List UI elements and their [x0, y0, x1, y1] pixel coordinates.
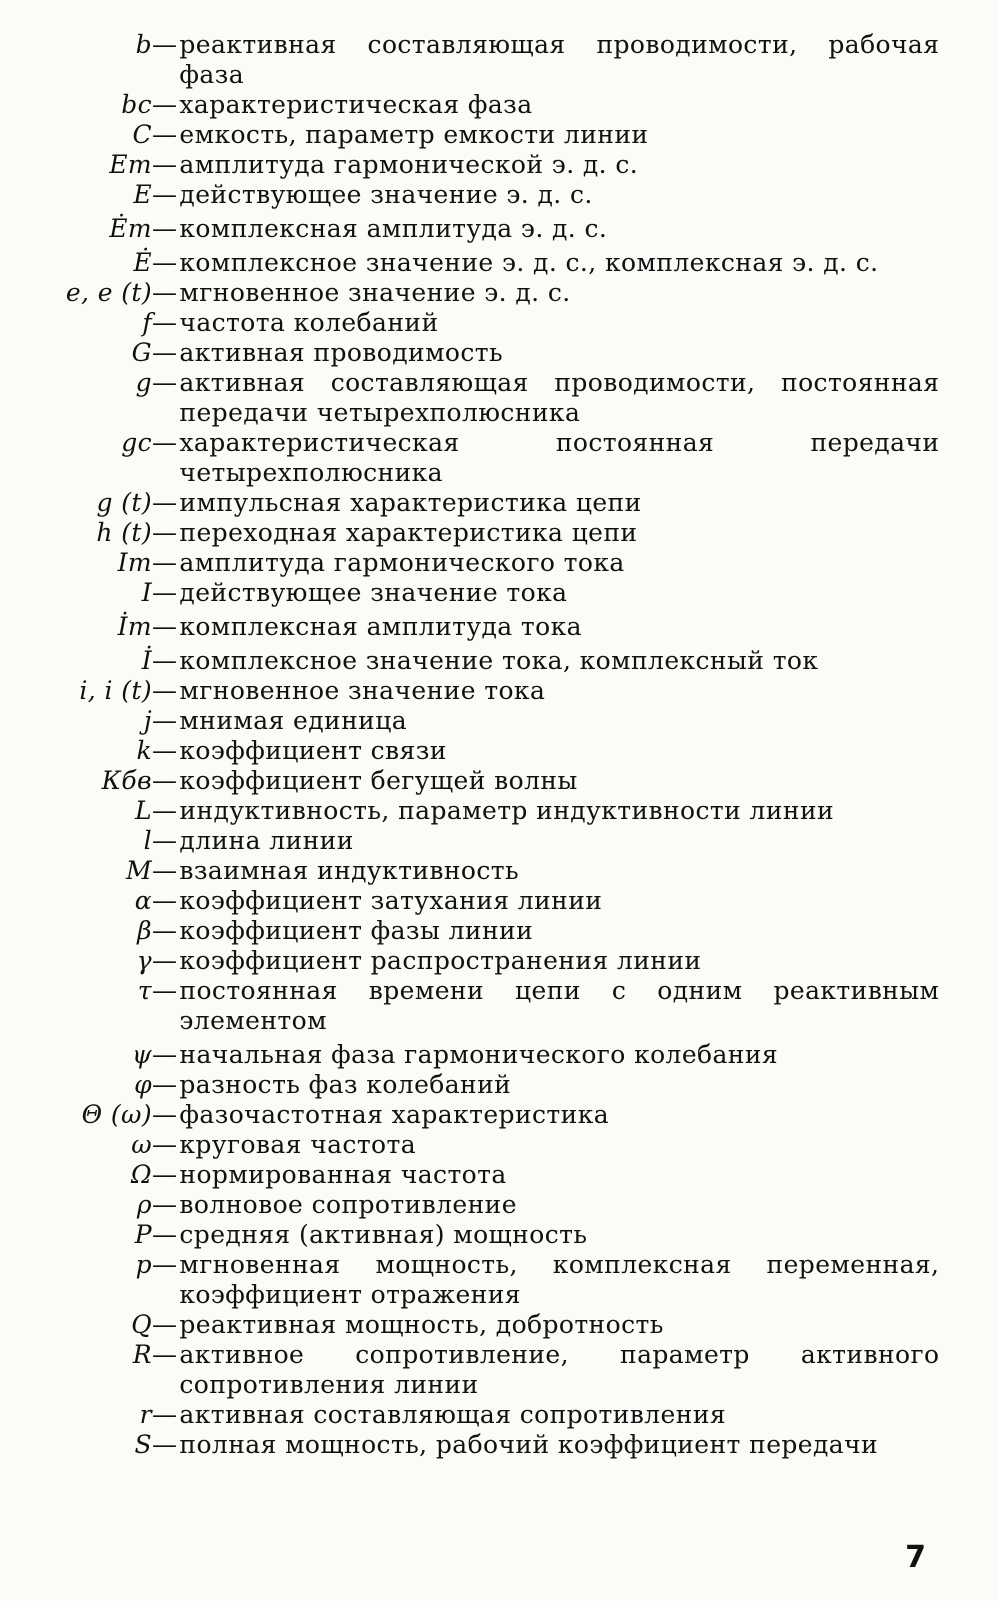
notation-definition: реактивная мощность, добротность: [179, 1310, 664, 1339]
notation-entry: [0, 676, 998, 706]
notation-entry: [0, 1160, 998, 1190]
notation-definition: коэффициент фазы линии: [179, 916, 534, 945]
notation-entry: [0, 826, 998, 856]
notation-entry: [0, 886, 998, 916]
notation-entry: [0, 706, 998, 736]
notation-definition: нормированная частота: [179, 1160, 507, 1189]
notation-symbol: Ė: [133, 248, 152, 277]
notation-entry: [0, 1190, 998, 1220]
notation-definition: длина линии: [179, 826, 354, 855]
notation-symbol: R: [132, 1340, 152, 1369]
notation-entry: [0, 736, 998, 766]
dash-separator: —: [152, 368, 178, 397]
notation-definition: емкость, параметр емкости линии: [179, 120, 649, 149]
notation-entry: [0, 766, 998, 796]
notation-symbol: β: [137, 916, 152, 945]
dash-separator: —: [152, 1340, 178, 1369]
dash-separator: —: [152, 766, 178, 795]
notation-symbol: L: [134, 796, 152, 825]
notation-definition: активное сопротивление, параметр активного сопротивления линии: [179, 1340, 940, 1399]
notation-symbol: Θ (ω): [81, 1100, 152, 1129]
notation-symbol: Q: [131, 1310, 152, 1339]
notation-symbol: h (t): [96, 518, 152, 547]
notation-entry: [0, 578, 998, 608]
dash-separator: —: [152, 886, 178, 915]
notation-definition: реактивная составляющая проводимости, рабочая фаза: [179, 30, 940, 89]
dash-separator: —: [152, 338, 178, 367]
notation-symbol: e, e (t): [65, 278, 152, 307]
notation-symbol: g (t): [96, 488, 152, 517]
notation-symbol: ρ: [136, 1190, 152, 1219]
notation-definition: амплитуда гармонического тока: [179, 548, 625, 577]
notation-symbol: τ: [137, 976, 152, 1005]
notation-entry: [0, 428, 998, 488]
notation-definition: комплексное значение тока, комплексный ток: [179, 646, 819, 675]
notation-symbol: p: [135, 1250, 152, 1279]
notation-definition: мгновенная мощность, комплексная переменная, коэффициент отражения: [179, 1250, 940, 1309]
notation-symbol: k: [136, 736, 152, 765]
dash-separator: —: [152, 1430, 178, 1459]
notation-symbol: ω: [131, 1130, 152, 1159]
dash-separator: —: [152, 1130, 178, 1159]
notation-definition: характеристическая постоянная передачи четырехполюсника: [179, 428, 940, 487]
dash-separator: —: [152, 976, 178, 1005]
dash-separator: —: [152, 214, 178, 243]
notation-list: [0, 30, 998, 1460]
notation-definition: коэффициент затухания линии: [179, 886, 603, 915]
notation-definition: амплитуда гармонической э. д. с.: [179, 150, 639, 179]
notation-definition: комплексная амплитуда тока: [179, 612, 582, 641]
dash-separator: —: [152, 180, 178, 209]
notation-symbol: İ: [141, 646, 152, 675]
notation-symbol: C: [132, 120, 152, 149]
dash-separator: —: [152, 120, 178, 149]
notation-entry: [0, 1130, 998, 1160]
dash-separator: —: [152, 856, 178, 885]
notation-symbol: S: [134, 1430, 152, 1459]
notation-definition: комплексная амплитуда э. д. с.: [179, 214, 608, 243]
dash-separator: —: [152, 518, 178, 547]
dash-separator: —: [152, 488, 178, 517]
notation-entry: [0, 120, 998, 150]
notation-entry: [0, 248, 998, 278]
dash-separator: —: [152, 90, 178, 119]
notation-symbol: j: [143, 706, 152, 735]
dash-separator: —: [152, 278, 178, 307]
notation-entry: [0, 856, 998, 886]
notation-symbol: bс: [121, 90, 152, 119]
notation-entry: [0, 308, 998, 338]
dash-separator: —: [152, 736, 178, 765]
dash-separator: —: [152, 30, 178, 59]
notation-definition: средняя (активная) мощность: [179, 1220, 588, 1249]
notation-entry: [0, 612, 998, 642]
notation-entry: [0, 30, 998, 90]
notation-symbol: g: [135, 368, 152, 397]
notation-definition: полная мощность, рабочий коэффициент передачи: [179, 1430, 879, 1459]
notation-definition: комплексное значение э. д. с., комплексная э. д. с.: [179, 248, 879, 277]
notation-definition: коэффициент бегущей волны: [179, 766, 578, 795]
notation-entry: [0, 1220, 998, 1250]
notation-symbol: φ: [134, 1070, 152, 1099]
dash-separator: —: [152, 1220, 178, 1249]
notation-symbol: M: [126, 856, 152, 885]
dash-separator: —: [152, 248, 178, 277]
notation-definition: разность фаз колебаний: [179, 1070, 512, 1099]
notation-definition: мгновенное значение тока: [179, 676, 546, 705]
notation-definition: мнимая единица: [179, 706, 408, 735]
notation-definition: начальная фаза гармонического колебания: [179, 1040, 779, 1069]
notation-definition: коэффициент связи: [179, 736, 447, 765]
notation-symbol: ψ: [131, 1040, 152, 1069]
notation-entry: [0, 1310, 998, 1340]
notation-entry: [0, 488, 998, 518]
notation-symbol: G: [131, 338, 152, 367]
notation-symbol: α: [134, 886, 152, 915]
notation-entry: [0, 1250, 998, 1310]
dash-separator: —: [152, 548, 178, 577]
notation-definition: постоянная времени цепи с одним реактивным элементом: [179, 976, 940, 1035]
notation-entry: [0, 214, 998, 244]
dash-separator: —: [152, 308, 178, 337]
dash-separator: —: [152, 578, 178, 607]
dash-separator: —: [152, 1160, 178, 1189]
dash-separator: —: [152, 1250, 178, 1279]
notation-definition: фазочастотная характеристика: [179, 1100, 610, 1129]
notation-symbol: Em: [109, 150, 152, 179]
notation-entry: [0, 90, 998, 120]
notation-symbol: i, i (t): [79, 676, 152, 705]
notation-symbol: İm: [117, 612, 152, 641]
notation-definition: мгновенное значение э. д. с.: [179, 278, 571, 307]
notation-entry: [0, 1070, 998, 1100]
notation-entry: [0, 1040, 998, 1070]
notation-definition: действующее значение э. д. с.: [179, 180, 593, 209]
notation-entry: [0, 518, 998, 548]
notation-definition: активная составляющая сопротивления: [179, 1400, 727, 1429]
notation-symbol: l: [143, 826, 152, 855]
notation-definition: действующее значение тока: [179, 578, 568, 607]
dash-separator: —: [152, 428, 178, 457]
notation-symbol: P: [134, 1220, 152, 1249]
dash-separator: —: [152, 796, 178, 825]
notation-definition: частота колебаний: [179, 308, 439, 337]
notation-definition: коэффициент распространения линии: [179, 946, 702, 975]
notation-symbol: Im: [117, 548, 152, 577]
notation-definition: индуктивность, параметр индуктивности линии: [179, 796, 835, 825]
dash-separator: —: [152, 1070, 178, 1099]
dash-separator: —: [152, 916, 178, 945]
notation-entry: [0, 368, 998, 428]
notation-definition: активная составляющая проводимости, постоянная передачи четырехполюсника: [179, 368, 940, 427]
notation-entry: [0, 1340, 998, 1400]
notation-symbol: Ω: [130, 1160, 152, 1189]
dash-separator: —: [152, 646, 178, 675]
dash-separator: —: [152, 1310, 178, 1339]
notation-symbol: E: [133, 180, 152, 209]
notation-entry: [0, 278, 998, 308]
notation-entry: [0, 916, 998, 946]
dash-separator: —: [152, 1040, 178, 1069]
notation-definition: взаимная индуктивность: [179, 856, 519, 885]
notation-definition: импульсная характеристика цепи: [179, 488, 642, 517]
notation-entry: [0, 180, 998, 210]
notation-entry: [0, 946, 998, 976]
notation-symbol: gс: [121, 428, 152, 457]
notation-entry: [0, 976, 998, 1036]
notation-symbol: Кбв: [101, 766, 152, 795]
notation-entry: [0, 646, 998, 676]
dash-separator: —: [152, 1190, 178, 1219]
dash-separator: —: [152, 676, 178, 705]
notation-definition: активная проводимость: [179, 338, 504, 367]
notation-symbol: γ: [136, 946, 152, 975]
page-number: 7: [905, 1540, 926, 1575]
notation-symbol: I: [141, 578, 152, 607]
notation-definition: характеристическая фаза: [179, 90, 533, 119]
notation-symbol: b: [135, 30, 152, 59]
notation-entry: [0, 796, 998, 826]
dash-separator: —: [152, 946, 178, 975]
dash-separator: —: [152, 706, 178, 735]
dash-separator: —: [152, 150, 178, 179]
notation-entry: [0, 338, 998, 368]
dash-separator: —: [152, 826, 178, 855]
notation-symbol: r: [139, 1400, 152, 1429]
notation-entry: [0, 548, 998, 578]
dash-separator: —: [152, 612, 178, 641]
notation-definition: переходная характеристика цепи: [179, 518, 638, 547]
dash-separator: —: [152, 1100, 178, 1129]
dash-separator: —: [152, 1400, 178, 1429]
notation-definition: волновое сопротивление: [179, 1190, 517, 1219]
notation-entry: [0, 1100, 998, 1130]
notation-entry: [0, 150, 998, 180]
notation-entry: [0, 1400, 998, 1430]
notation-symbol: f: [142, 308, 152, 337]
notation-symbol: Ėm: [109, 214, 152, 243]
notation-entry: [0, 1430, 998, 1460]
notation-definition: круговая частота: [179, 1130, 417, 1159]
